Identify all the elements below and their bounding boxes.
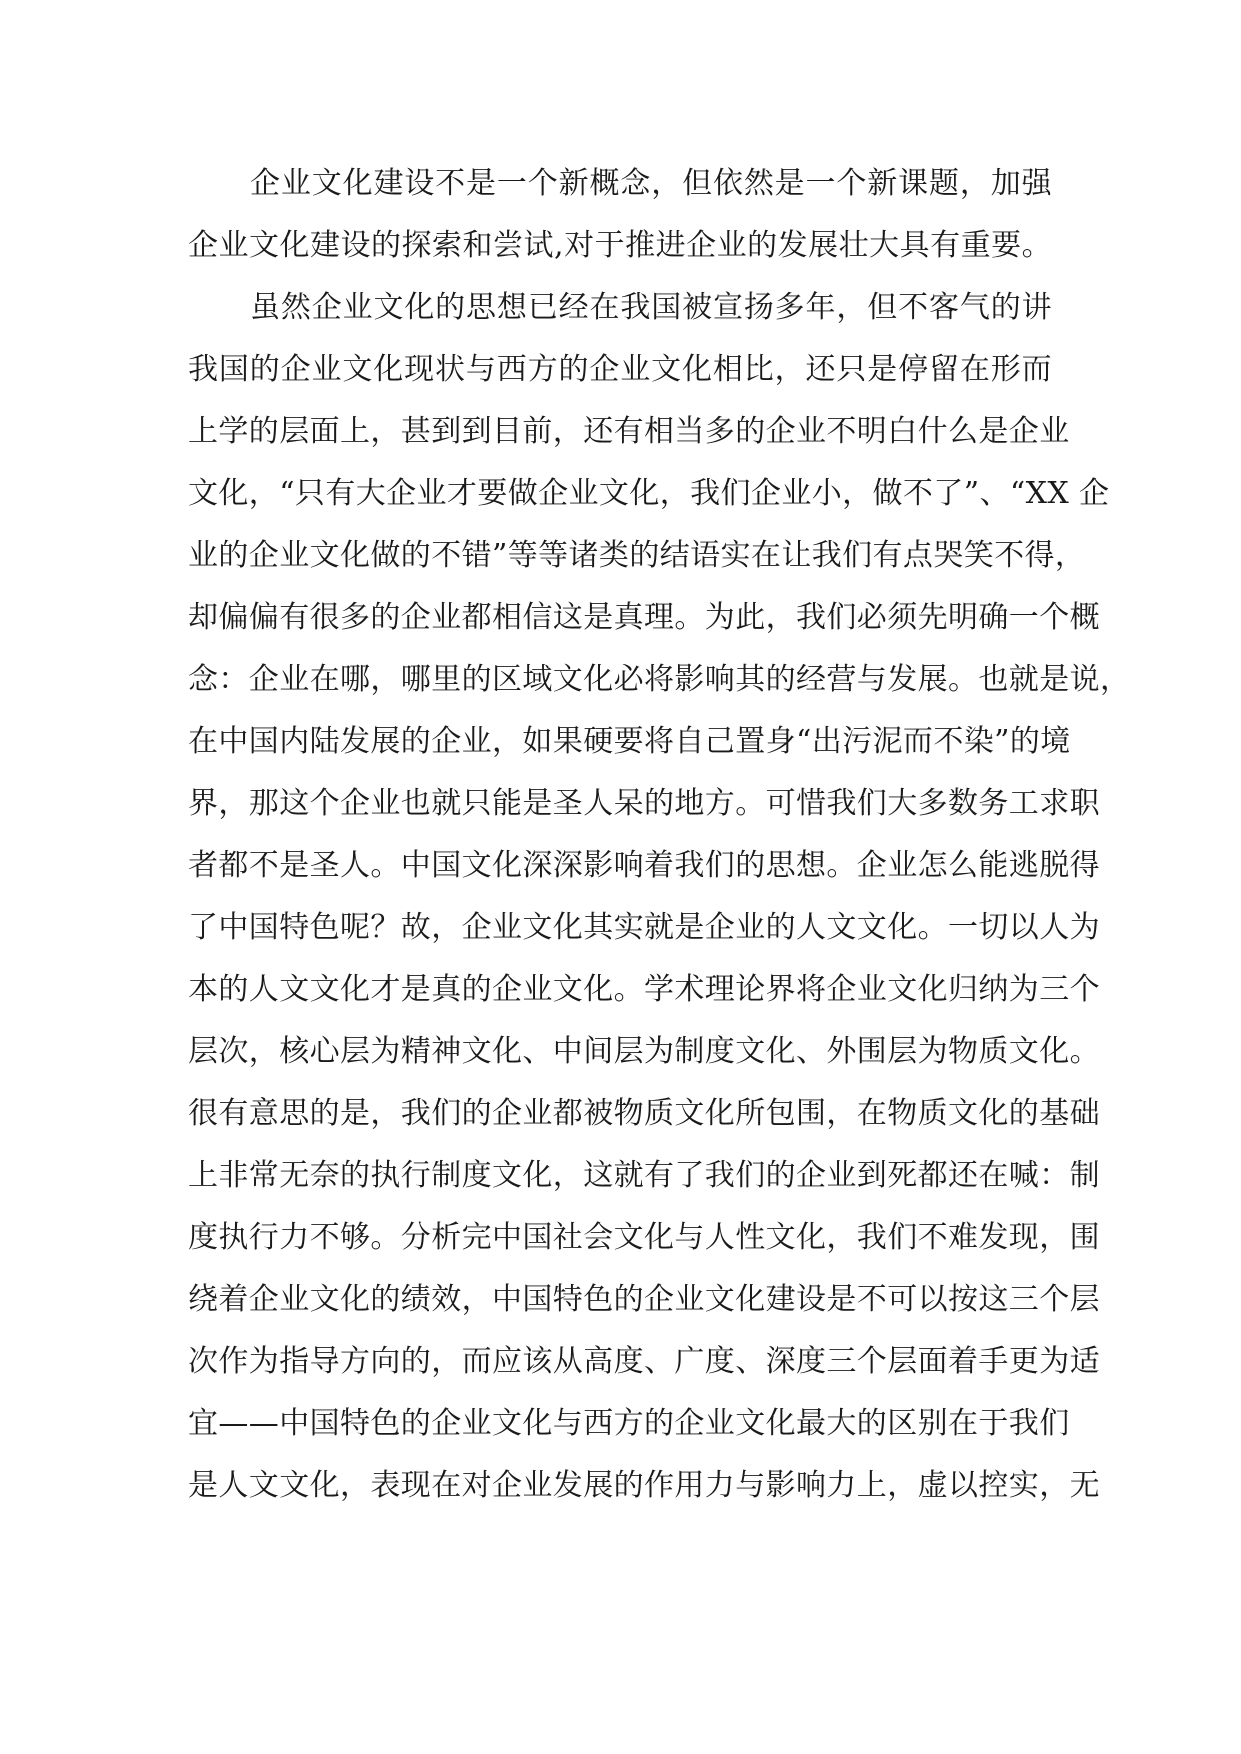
text-line: 念：企业在哪，哪里的区域文化必将影响其的经营与发展。也就是说， — [188, 662, 1131, 697]
text-line: 上学的层面上，甚到到目前，还有相当多的企业不明白什么是企业 — [188, 414, 1070, 449]
text-line: 很有意思的是，我们的企业都被物质文化所包围，在物质文化的基础 — [188, 1096, 1100, 1131]
text-line: 企业文化建设不是一个新概念，但依然是一个新课题，加强 — [250, 166, 1052, 201]
text-line: 文化，“只有大企业才要做企业文化，我们企业小，做不了”、“XX 企 — [188, 476, 1110, 511]
text-line: 了中国特色呢？故，企业文化其实就是企业的人文文化。一切以人为 — [188, 910, 1100, 945]
text-line: 者都不是圣人。中国文化深深影响着我们的思想。企业怎么能逃脱得 — [188, 848, 1100, 883]
text-line: 企业文化建设的探索和尝试,对于推进企业的发展壮大具有重要。 — [188, 228, 1052, 263]
text-line: 上非常无奈的执行制度文化，这就有了我们的企业到死都还在喊：制 — [188, 1158, 1100, 1193]
text-line: 是人文文化，表现在对企业发展的作用力与影响力上，虚以控实，无 — [188, 1468, 1100, 1503]
text-line: 我国的企业文化现状与西方的企业文化相比，还只是停留在形而 — [188, 352, 1052, 387]
text-line: 本的人文文化才是真的企业文化。学术理论界将企业文化归纳为三个 — [188, 972, 1100, 1007]
text-line: 在中国内陆发展的企业，如果硬要将自己置身“出污泥而不染”的境 — [188, 724, 1071, 759]
text-line: 次作为指导方向的，而应该从高度、广度、深度三个层面着手更为适 — [188, 1344, 1100, 1379]
text-line: 绕着企业文化的绩效，中国特色的企业文化建设是不可以按这三个层 — [188, 1282, 1100, 1317]
text-line: 层次，核心层为精神文化、中间层为制度文化、外围层为物质文化。 — [188, 1034, 1100, 1069]
text-line: 虽然企业文化的思想已经在我国被宣扬多年，但不客气的讲 — [250, 290, 1052, 325]
body-text — [188, 153, 1131, 1517]
text-line: 业的企业文化做的不错”等等诸类的结语实在让我们有点哭笑不得， — [188, 538, 1086, 573]
text-line: 度执行力不够。分析完中国社会文化与人性文化，我们不难发现，围 — [188, 1220, 1100, 1255]
text-line: 宜——中国特色的企业文化与西方的企业文化最大的区别在于我们 — [188, 1406, 1070, 1441]
text-line: 界，那这个企业也就只能是圣人呆的地方。可惜我们大多数务工求职 — [188, 786, 1100, 821]
text-line: 却偏偏有很多的企业都相信这是真理。为此，我们必须先明确一个概 — [188, 600, 1100, 635]
